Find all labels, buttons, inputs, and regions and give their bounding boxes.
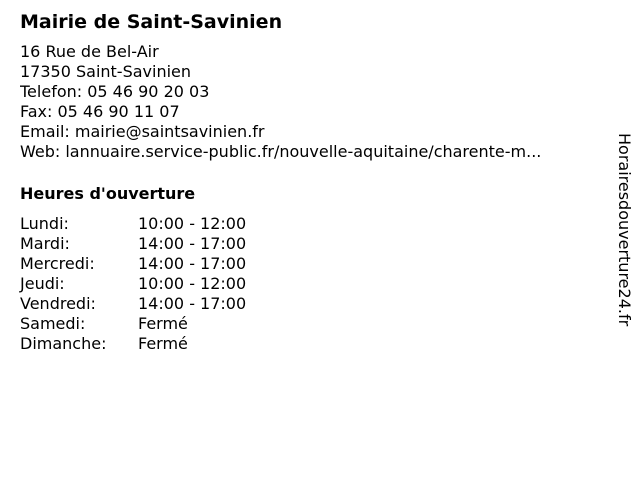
time-value: 10:00 - 12:00 <box>138 214 247 233</box>
business-name: Mairie de Saint-Savinien <box>20 11 283 33</box>
city-address: 17350 Saint-Savinien <box>20 62 192 81</box>
time-value: Fermé <box>138 334 188 353</box>
time-value: 14:00 - 17:00 <box>138 234 247 253</box>
opening-hours-title: Heures d'ouverture <box>20 184 196 203</box>
contact-block <box>20 42 600 162</box>
time-value: 14:00 - 17:00 <box>138 294 247 313</box>
time-value: 10:00 - 12:00 <box>138 274 247 293</box>
hours-row-tuesday <box>20 234 246 254</box>
street-address: 16 Rue de Bel-Air <box>20 42 159 61</box>
hours-row-wednesday <box>20 254 246 274</box>
site-watermark: Horairesdouverture24.fr <box>615 133 634 327</box>
hours-row-monday <box>20 214 246 234</box>
hours-row-sunday <box>20 334 246 354</box>
time-value: Fermé <box>138 314 188 333</box>
opening-hours-table <box>20 214 246 354</box>
website-link[interactable]: Web: lannuaire.service-public.fr/nouvelle-aquitaine/charente-m... <box>20 142 542 161</box>
day-label: Mardi: <box>20 234 70 253</box>
day-label: Dimanche: <box>20 334 107 353</box>
business-card <box>20 10 600 354</box>
email-address[interactable]: Email: mairie@saintsavinien.fr <box>20 122 265 141</box>
time-value: 14:00 - 17:00 <box>138 254 247 273</box>
day-label: Vendredi: <box>20 294 96 313</box>
day-label: Samedi: <box>20 314 86 333</box>
day-label: Lundi: <box>20 214 69 233</box>
day-label: Mercredi: <box>20 254 95 273</box>
phone-number[interactable]: Telefon: 05 46 90 20 03 <box>20 82 210 101</box>
day-label: Jeudi: <box>20 274 65 293</box>
fax-number: Fax: 05 46 90 11 07 <box>20 102 180 121</box>
hours-row-friday <box>20 294 246 314</box>
hours-row-saturday <box>20 314 246 334</box>
hours-row-thursday <box>20 274 246 294</box>
